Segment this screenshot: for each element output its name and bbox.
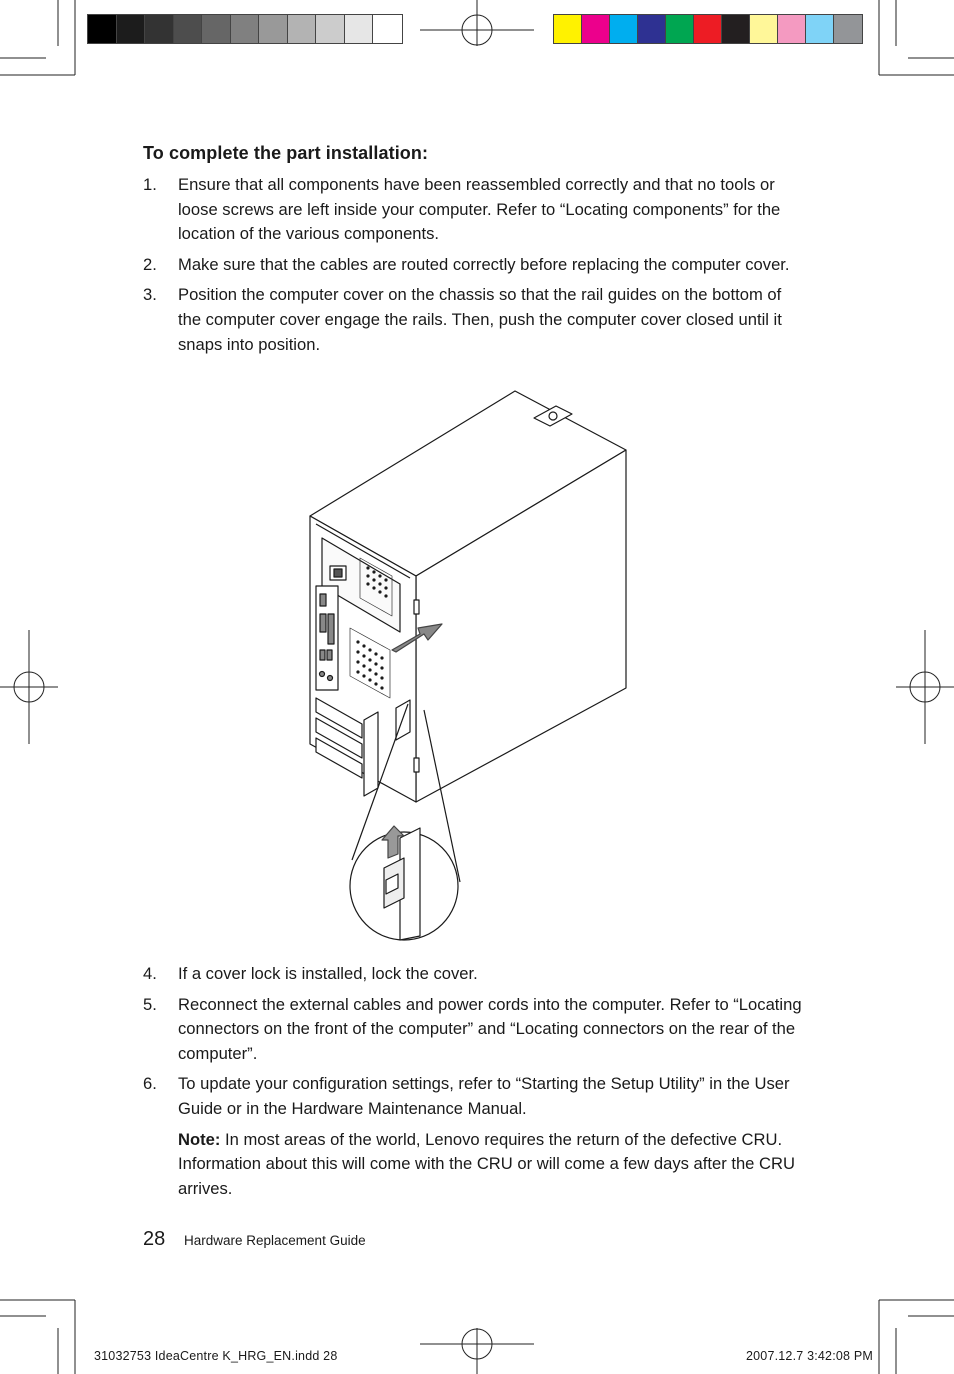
chassis-cover-illustration <box>300 388 640 948</box>
step-number: 3. <box>143 285 157 305</box>
gray-swatch <box>316 15 345 43</box>
note-paragraph <box>143 1128 803 1202</box>
color-swatch <box>582 15 610 43</box>
step-text: If a cover lock is installed, lock the cover. <box>178 964 478 983</box>
step-number: 2. <box>143 254 157 274</box>
gray-swatch <box>145 15 174 43</box>
slug-filename: 31032753 IdeaCentre K_HRG_EN.indd 28 <box>94 1349 338 1363</box>
step-item <box>143 1072 803 1121</box>
step-text: To update your configuration settings, refer to “Starting the Setup Utility” in the User Guide or in the Hardware Maintenance Manual. <box>178 1074 790 1118</box>
gray-swatch <box>117 15 146 43</box>
color-swatch <box>638 15 666 43</box>
gray-swatch <box>231 15 260 43</box>
steps-list-before <box>143 173 803 363</box>
color-swatch <box>666 15 694 43</box>
slug-timestamp: 2007.12.7 3:42:08 PM <box>746 1349 874 1363</box>
color-swatch <box>722 15 750 43</box>
step-item <box>143 993 803 1067</box>
steps-list-after <box>143 962 803 1201</box>
color-bar <box>553 14 863 44</box>
step-text: Reconnect the external cables and power cords into the computer. Refer to “Locating connectors on the front of the computer” and “Locating connectors on the rear of the computer”. <box>178 994 802 1063</box>
step-text: Position the computer cover on the chassis so that the rail guides on the bottom of the computer cover engage the rails. Then, push the computer cover closed until it snaps into position. <box>178 285 782 354</box>
gray-swatch <box>174 15 203 43</box>
step-text: Make sure that the cables are routed correctly before replacing the computer cover. <box>178 254 790 274</box>
step-item <box>143 253 803 278</box>
color-swatch <box>610 15 638 43</box>
note-label: Note: <box>178 1129 221 1149</box>
section-heading: To complete the part installation: <box>143 143 429 163</box>
step-number: 6. <box>143 1074 157 1094</box>
color-swatch <box>834 15 862 43</box>
footer-guide-title: Hardware Replacement Guide <box>184 1233 366 1248</box>
gray-swatch <box>288 15 317 43</box>
note-text: In most areas of the world, Lenovo requires the return of the defective CRU. Information about this will come with the CRU or will come a few days after the CRU arrives. <box>178 1129 795 1198</box>
color-swatch <box>554 15 582 43</box>
step-number: 1. <box>143 175 157 194</box>
step-item <box>143 962 803 987</box>
gray-swatch <box>88 15 117 43</box>
color-swatch <box>694 15 722 43</box>
color-swatch <box>750 15 778 43</box>
gray-swatch <box>202 15 231 43</box>
gray-swatch <box>259 15 288 43</box>
step-item <box>143 173 803 247</box>
step-text: Ensure that all components have been reassembled correctly and that no tools or loose screws are left inside your computer. Refer to “Locating components” for the location of the various components. <box>178 175 781 244</box>
step-item <box>143 283 803 357</box>
gray-swatch <box>345 15 374 43</box>
step-number: 5. <box>143 994 157 1014</box>
color-swatch <box>806 15 834 43</box>
gray-swatch <box>373 15 402 43</box>
grayscale-bar <box>87 14 403 44</box>
step-number: 4. <box>143 964 157 983</box>
page-number: 28 <box>143 1228 166 1250</box>
color-swatch <box>778 15 806 43</box>
